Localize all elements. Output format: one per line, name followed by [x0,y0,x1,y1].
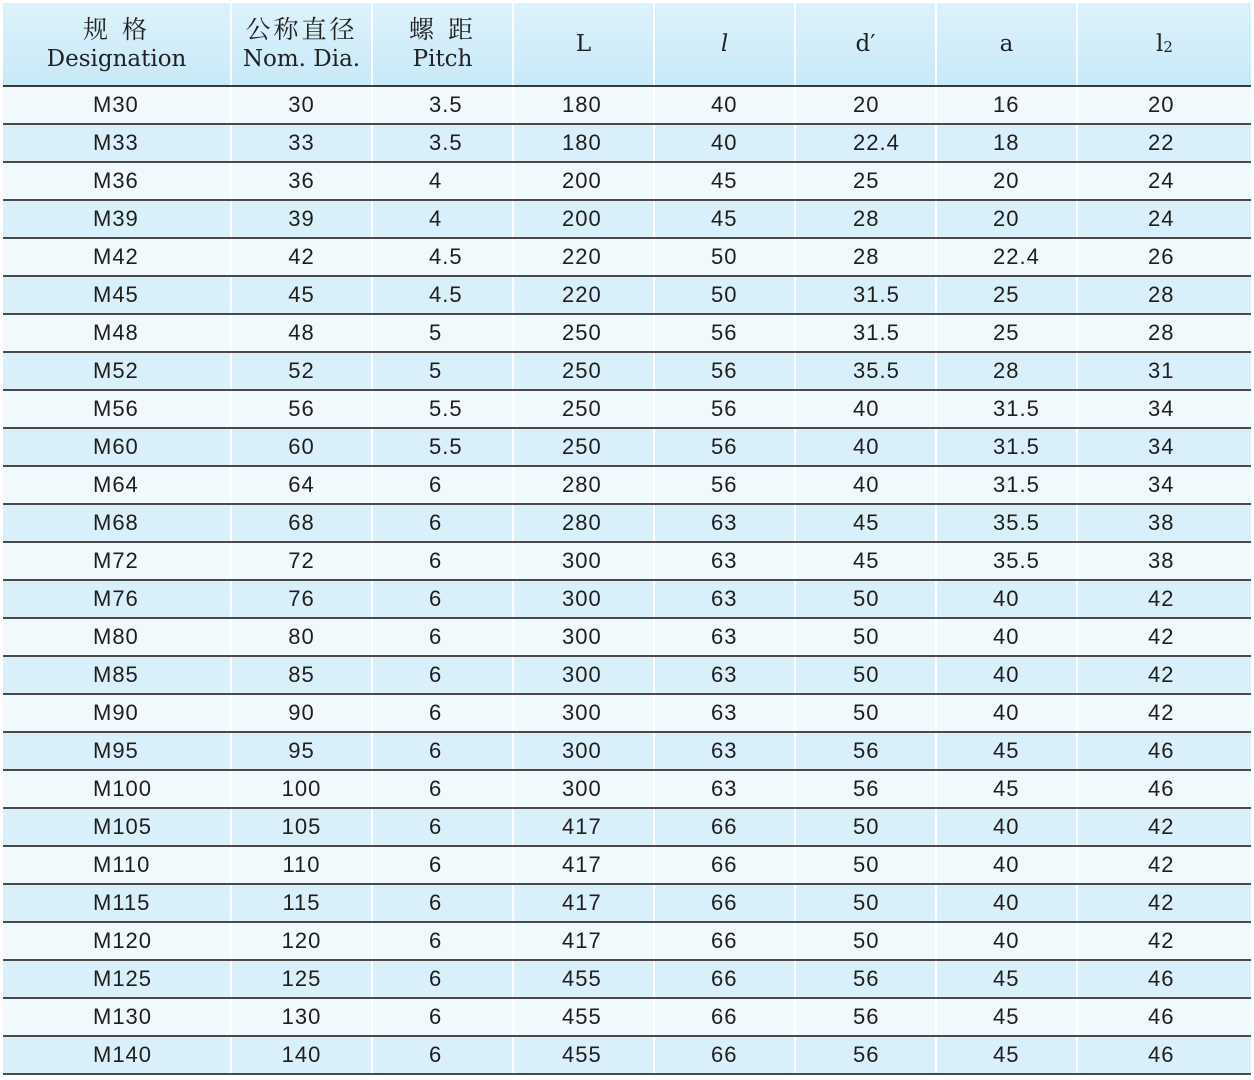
nom-dia-cell: 125 [231,960,372,998]
pitch-cell: 6 [372,960,513,998]
nom-dia-cell: 36 [231,162,372,200]
l-cell: 56 [654,428,795,466]
nom-dia-cell: 80 [231,618,372,656]
d-prime-cell: 50 [795,808,936,846]
d-prime-cell: 56 [795,998,936,1036]
l2-cell: 42 [1077,808,1251,846]
designation-cell: M110 [3,846,231,884]
designation-cell: M36 [3,162,231,200]
nom-dia-cell: 120 [231,922,372,960]
d-prime-cell: 45 [795,504,936,542]
pitch-cell: 5 [372,314,513,352]
L-cell: 220 [513,276,654,314]
L-cell: 250 [513,428,654,466]
d-prime-cell: 50 [795,694,936,732]
l-cell: 45 [654,162,795,200]
table-row [3,162,1251,200]
L-cell: 455 [513,1036,654,1074]
table-row [3,732,1251,770]
nom-dia-cell: 39 [231,200,372,238]
pitch-cell: 6 [372,884,513,922]
l2-cell: 28 [1077,276,1251,314]
l-cell: 63 [654,580,795,618]
a-cell: 40 [936,884,1077,922]
designation-cell: M125 [3,960,231,998]
l2-cell: 38 [1077,542,1251,580]
d-prime-cell: 40 [795,390,936,428]
l2-cell: 46 [1077,1036,1251,1074]
L-cell: 300 [513,656,654,694]
pitch-cell: 6 [372,1036,513,1074]
d-prime-cell: 31.5 [795,276,936,314]
d-prime-cell: 50 [795,922,936,960]
table-row [3,466,1251,504]
l-cell: 66 [654,884,795,922]
pitch-cell: 6 [372,504,513,542]
header-pitch-zh: 螺 距 [409,15,476,44]
a-cell: 40 [936,694,1077,732]
table-row [3,846,1251,884]
designation-cell: M115 [3,884,231,922]
nom-dia-cell: 140 [231,1036,372,1074]
designation-cell: M100 [3,770,231,808]
l-cell: 63 [654,770,795,808]
d-prime-cell: 50 [795,884,936,922]
L-cell: 280 [513,466,654,504]
table-row [3,314,1251,352]
table-row [3,276,1251,314]
nom-dia-cell: 85 [231,656,372,694]
d-prime-cell: 50 [795,846,936,884]
table-row [3,1036,1251,1074]
d-prime-cell: 28 [795,200,936,238]
a-cell: 45 [936,1036,1077,1074]
l2-cell: 42 [1077,922,1251,960]
a-cell: 40 [936,656,1077,694]
l-cell: 63 [654,656,795,694]
l2-cell: 42 [1077,694,1251,732]
l2-cell: 26 [1077,238,1251,276]
pitch-cell: 3.5 [372,124,513,162]
l2-cell: 46 [1077,960,1251,998]
header-designation [3,3,231,86]
L-cell: 220 [513,238,654,276]
pitch-cell: 4.5 [372,276,513,314]
a-cell: 31.5 [936,466,1077,504]
l2-cell: 34 [1077,390,1251,428]
d-prime-cell: 22.4 [795,124,936,162]
d-prime-cell: 50 [795,618,936,656]
nom-dia-cell: 42 [231,238,372,276]
nom-dia-cell: 64 [231,466,372,504]
l-cell: 50 [654,238,795,276]
a-cell: 40 [936,808,1077,846]
nom-dia-cell: 45 [231,276,372,314]
d-prime-cell: 56 [795,770,936,808]
d-prime-cell: 35.5 [795,352,936,390]
pitch-cell: 6 [372,732,513,770]
a-cell: 18 [936,124,1077,162]
table-row [3,200,1251,238]
spec-table [3,3,1251,1075]
l-cell: 66 [654,1036,795,1074]
table-row [3,922,1251,960]
nom-dia-cell: 68 [231,504,372,542]
d-prime-cell: 40 [795,466,936,504]
d-prime-cell: 31.5 [795,314,936,352]
designation-cell: M130 [3,998,231,1036]
nom-dia-cell: 95 [231,732,372,770]
spec-table-container [3,3,1251,1075]
d-prime-cell: 25 [795,162,936,200]
nom-dia-cell: 100 [231,770,372,808]
a-cell: 40 [936,618,1077,656]
header-pitch-en: Pitch [412,46,473,72]
designation-cell: M39 [3,200,231,238]
header-designation-zh: 规 格 [83,15,150,44]
header-l2-sub: 2 [1163,38,1173,56]
l-cell: 50 [654,276,795,314]
L-cell: 300 [513,580,654,618]
designation-cell: M80 [3,618,231,656]
l2-cell: 28 [1077,314,1251,352]
a-cell: 45 [936,960,1077,998]
table-row [3,390,1251,428]
pitch-cell: 6 [372,770,513,808]
header-l-label: l [720,31,729,57]
L-cell: 417 [513,846,654,884]
l2-cell: 42 [1077,580,1251,618]
nom-dia-cell: 130 [231,998,372,1036]
nom-dia-cell: 48 [231,314,372,352]
a-cell: 25 [936,314,1077,352]
a-cell: 40 [936,580,1077,618]
header-d-prime [795,3,936,86]
l2-cell: 20 [1077,86,1251,124]
L-cell: 180 [513,86,654,124]
a-cell: 28 [936,352,1077,390]
L-cell: 417 [513,884,654,922]
table-row [3,884,1251,922]
a-cell: 20 [936,200,1077,238]
nom-dia-cell: 30 [231,86,372,124]
header-a [936,3,1077,86]
header-a-label: a [999,31,1014,57]
d-prime-cell: 20 [795,86,936,124]
table-row [3,124,1251,162]
table-row [3,770,1251,808]
l-cell: 66 [654,922,795,960]
designation-cell: M45 [3,276,231,314]
nom-dia-cell: 52 [231,352,372,390]
table-row [3,504,1251,542]
l-cell: 45 [654,200,795,238]
pitch-cell: 5 [372,352,513,390]
a-cell: 22.4 [936,238,1077,276]
header-l2-base: l [1156,31,1164,57]
pitch-cell: 4.5 [372,238,513,276]
table-header [3,3,1251,86]
table-row [3,998,1251,1036]
l2-cell: 34 [1077,428,1251,466]
nom-dia-cell: 115 [231,884,372,922]
l-cell: 40 [654,86,795,124]
d-prime-cell: 50 [795,580,936,618]
designation-cell: M105 [3,808,231,846]
pitch-cell: 6 [372,922,513,960]
designation-cell: M90 [3,694,231,732]
designation-cell: M52 [3,352,231,390]
pitch-cell: 6 [372,808,513,846]
table-body [3,86,1251,1074]
pitch-cell: 4 [372,162,513,200]
L-cell: 300 [513,542,654,580]
designation-cell: M85 [3,656,231,694]
a-cell: 45 [936,770,1077,808]
pitch-cell: 6 [372,580,513,618]
a-cell: 31.5 [936,428,1077,466]
designation-cell: M140 [3,1036,231,1074]
designation-cell: M120 [3,922,231,960]
designation-cell: M64 [3,466,231,504]
table-row [3,960,1251,998]
designation-cell: M68 [3,504,231,542]
table-row [3,428,1251,466]
table-row [3,694,1251,732]
designation-cell: M95 [3,732,231,770]
designation-cell: M42 [3,238,231,276]
header-l2-label [1156,31,1173,57]
table-row [3,542,1251,580]
l2-cell: 46 [1077,770,1251,808]
d-prime-cell: 28 [795,238,936,276]
pitch-cell: 6 [372,846,513,884]
d-prime-cell: 56 [795,1036,936,1074]
table-row [3,352,1251,390]
header-pitch [372,3,513,86]
designation-cell: M48 [3,314,231,352]
table-row [3,618,1251,656]
designation-cell: M33 [3,124,231,162]
nom-dia-cell: 105 [231,808,372,846]
L-cell: 417 [513,808,654,846]
L-cell: 280 [513,504,654,542]
l2-cell: 42 [1077,846,1251,884]
L-cell: 455 [513,960,654,998]
l-cell: 56 [654,352,795,390]
l2-cell: 22 [1077,124,1251,162]
l-cell: 56 [654,390,795,428]
header-l [654,3,795,86]
l-cell: 63 [654,618,795,656]
pitch-cell: 5.5 [372,390,513,428]
l2-cell: 46 [1077,998,1251,1036]
designation-cell: M30 [3,86,231,124]
l2-cell: 24 [1077,200,1251,238]
header-d-prime-label: d′ [855,31,876,57]
L-cell: 250 [513,314,654,352]
designation-cell: M76 [3,580,231,618]
l-cell: 63 [654,504,795,542]
pitch-cell: 5.5 [372,428,513,466]
table-row [3,808,1251,846]
header-l2 [1077,3,1251,86]
a-cell: 31.5 [936,390,1077,428]
l2-cell: 46 [1077,732,1251,770]
L-cell: 417 [513,922,654,960]
table-row [3,656,1251,694]
nom-dia-cell: 33 [231,124,372,162]
L-cell: 300 [513,770,654,808]
table-row [3,238,1251,276]
header-L [513,3,654,86]
l-cell: 66 [654,808,795,846]
table-row [3,86,1251,124]
L-cell: 300 [513,732,654,770]
designation-cell: M72 [3,542,231,580]
pitch-cell: 6 [372,656,513,694]
table-row [3,580,1251,618]
pitch-cell: 6 [372,618,513,656]
L-cell: 180 [513,124,654,162]
l-cell: 63 [654,694,795,732]
l-cell: 63 [654,732,795,770]
nom-dia-cell: 72 [231,542,372,580]
nom-dia-cell: 60 [231,428,372,466]
l-cell: 66 [654,846,795,884]
L-cell: 300 [513,694,654,732]
d-prime-cell: 56 [795,732,936,770]
L-cell: 200 [513,200,654,238]
L-cell: 455 [513,998,654,1036]
a-cell: 40 [936,846,1077,884]
pitch-cell: 4 [372,200,513,238]
d-prime-cell: 56 [795,960,936,998]
header-row [3,3,1251,86]
a-cell: 20 [936,162,1077,200]
designation-cell: M60 [3,428,231,466]
a-cell: 40 [936,922,1077,960]
L-cell: 250 [513,390,654,428]
L-cell: 200 [513,162,654,200]
d-prime-cell: 50 [795,656,936,694]
l-cell: 63 [654,542,795,580]
l2-cell: 38 [1077,504,1251,542]
pitch-cell: 6 [372,694,513,732]
l2-cell: 42 [1077,618,1251,656]
a-cell: 45 [936,998,1077,1036]
header-designation-en: Designation [46,46,187,72]
header-nom-dia [231,3,372,86]
d-prime-cell: 40 [795,428,936,466]
L-cell: 250 [513,352,654,390]
l-cell: 66 [654,998,795,1036]
a-cell: 25 [936,276,1077,314]
l-cell: 40 [654,124,795,162]
pitch-cell: 3.5 [372,86,513,124]
pitch-cell: 6 [372,542,513,580]
nom-dia-cell: 56 [231,390,372,428]
a-cell: 35.5 [936,504,1077,542]
l-cell: 56 [654,466,795,504]
l2-cell: 42 [1077,884,1251,922]
nom-dia-cell: 76 [231,580,372,618]
designation-cell: M56 [3,390,231,428]
l2-cell: 42 [1077,656,1251,694]
header-nom-dia-en: Nom. Dia. [242,46,361,72]
nom-dia-cell: 110 [231,846,372,884]
pitch-cell: 6 [372,998,513,1036]
l2-cell: 31 [1077,352,1251,390]
l2-cell: 34 [1077,466,1251,504]
nom-dia-cell: 90 [231,694,372,732]
L-cell: 300 [513,618,654,656]
header-nom-dia-zh: 公称直径 [245,15,358,44]
a-cell: 45 [936,732,1077,770]
a-cell: 35.5 [936,542,1077,580]
a-cell: 16 [936,86,1077,124]
header-L-label: L [575,31,592,57]
l2-cell: 24 [1077,162,1251,200]
d-prime-cell: 45 [795,542,936,580]
pitch-cell: 6 [372,466,513,504]
l-cell: 66 [654,960,795,998]
l-cell: 56 [654,314,795,352]
